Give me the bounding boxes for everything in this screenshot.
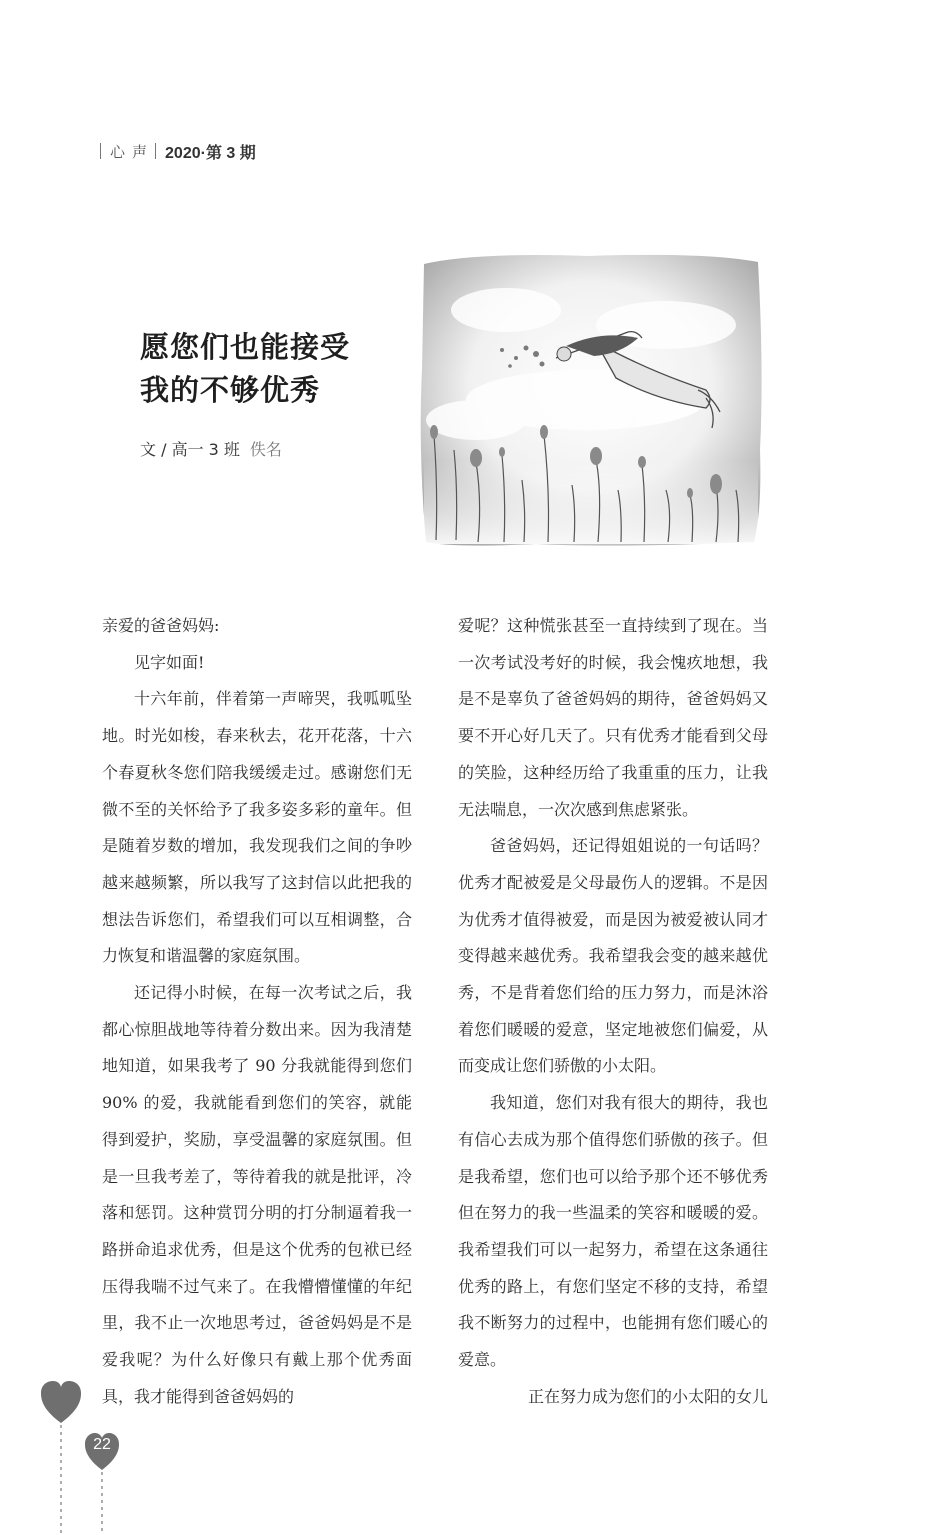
heart-decoration bbox=[30, 1375, 140, 1535]
paragraph: 还记得小时候，在每一次考试之后，我都心惊胆战地等待着分数出来。因为我清楚地知道，如果我考了 90 分我就能得到您们 90% 的爱，我就能看到您们的笑容，就能得到爱护，奖励，享受温馨的家庭氛围。但是一旦我考差了，等待着我的就是批评，冷落和惩罚。这种赏罚分明的打分制逼着我一路拼命追求优秀，但是这个优秀的包袱已经压得我喘不过气来了。在我懵懵懂懂的年纪里，我不止一次地思考过，爸爸妈妈是不是爱我呢？为什么好像只有戴上那个优秀面具，我才能得到爸爸妈妈的 bbox=[102, 983, 412, 1406]
body-column-right bbox=[458, 608, 768, 1415]
header-divider bbox=[155, 143, 156, 159]
paragraph: 见字如面! bbox=[134, 652, 205, 672]
salutation: 亲爱的爸爸妈妈: bbox=[102, 616, 220, 635]
page-number: 22 bbox=[93, 1436, 111, 1453]
large-heart-icon bbox=[41, 1381, 81, 1423]
paragraph-continued: 爱呢？这种慌张甚至一直持续到了现在。当一次考试没考好的时候，我会愧疚地想，我是不是辜负了爸爸妈妈的期待，爸爸妈妈又要不开心好几天了。只有优秀才能看到父母的笑脸，这种经历给了我重重的压力，让我无法喘息，一次次感到焦虑紧张。 bbox=[458, 616, 768, 819]
paragraph: 十六年前，伴着第一声啼哭，我呱呱坠地。时光如梭，春来秋去，花开花落，十六个春夏秋冬您们陪我缓缓走过。感谢您们无微不至的关怀给予了我多姿多彩的童年。但是随着岁数的增加，我发现我们之间的争吵越来越频繁，所以我写了这封信以此把我的想法告诉您们，希望我们可以互相调整，合力恢复和谐温馨的家庭氛围。 bbox=[102, 689, 412, 966]
paragraph: 我知道，您们对我有很大的期待，我也有信心去成为那个值得您们骄傲的孩子。但是我希望，您们也可以给予那个还不够优秀但在努力的我一些温柔的笑容和暖暖的爱。我希望我们可以一起努力，希望在这条通往优秀的路上，有您们坚定不移的支持，希望我不断努力的过程中，也能拥有您们暖心的爱意。 bbox=[458, 1093, 768, 1370]
body-column-left bbox=[102, 608, 412, 1415]
byline bbox=[140, 437, 282, 460]
header-divider bbox=[100, 143, 101, 159]
article-title bbox=[140, 326, 420, 412]
issue-label: 2020·第 3 期 bbox=[165, 144, 256, 162]
running-header bbox=[100, 139, 256, 163]
title-line-1: 愿您们也能接受 bbox=[140, 330, 351, 364]
illustration-flying-girl bbox=[416, 250, 764, 548]
section-name: 心声 bbox=[110, 142, 155, 161]
paragraph: 爸爸妈妈，还记得姐姐说的一句话吗？优秀才配被爱是父母最伤人的逻辑。不是因为优秀才值得被爱，而是因为被爱被认同才变得越来越优秀。我希望我会变的越来越优秀，不是背着您们给的压力努力，而是沐浴着您们暖暖的爱意，坚定地被您们偏爱，从而变成让您们骄傲的小太阳。 bbox=[458, 836, 768, 1076]
title-line-2: 我的不够优秀 bbox=[140, 373, 321, 407]
byline-author: 佚名 bbox=[249, 440, 282, 459]
byline-class: 文 / 高一 3 班 bbox=[140, 440, 240, 459]
signature: 正在努力成为您们的小太阳的女儿 bbox=[527, 1386, 768, 1406]
